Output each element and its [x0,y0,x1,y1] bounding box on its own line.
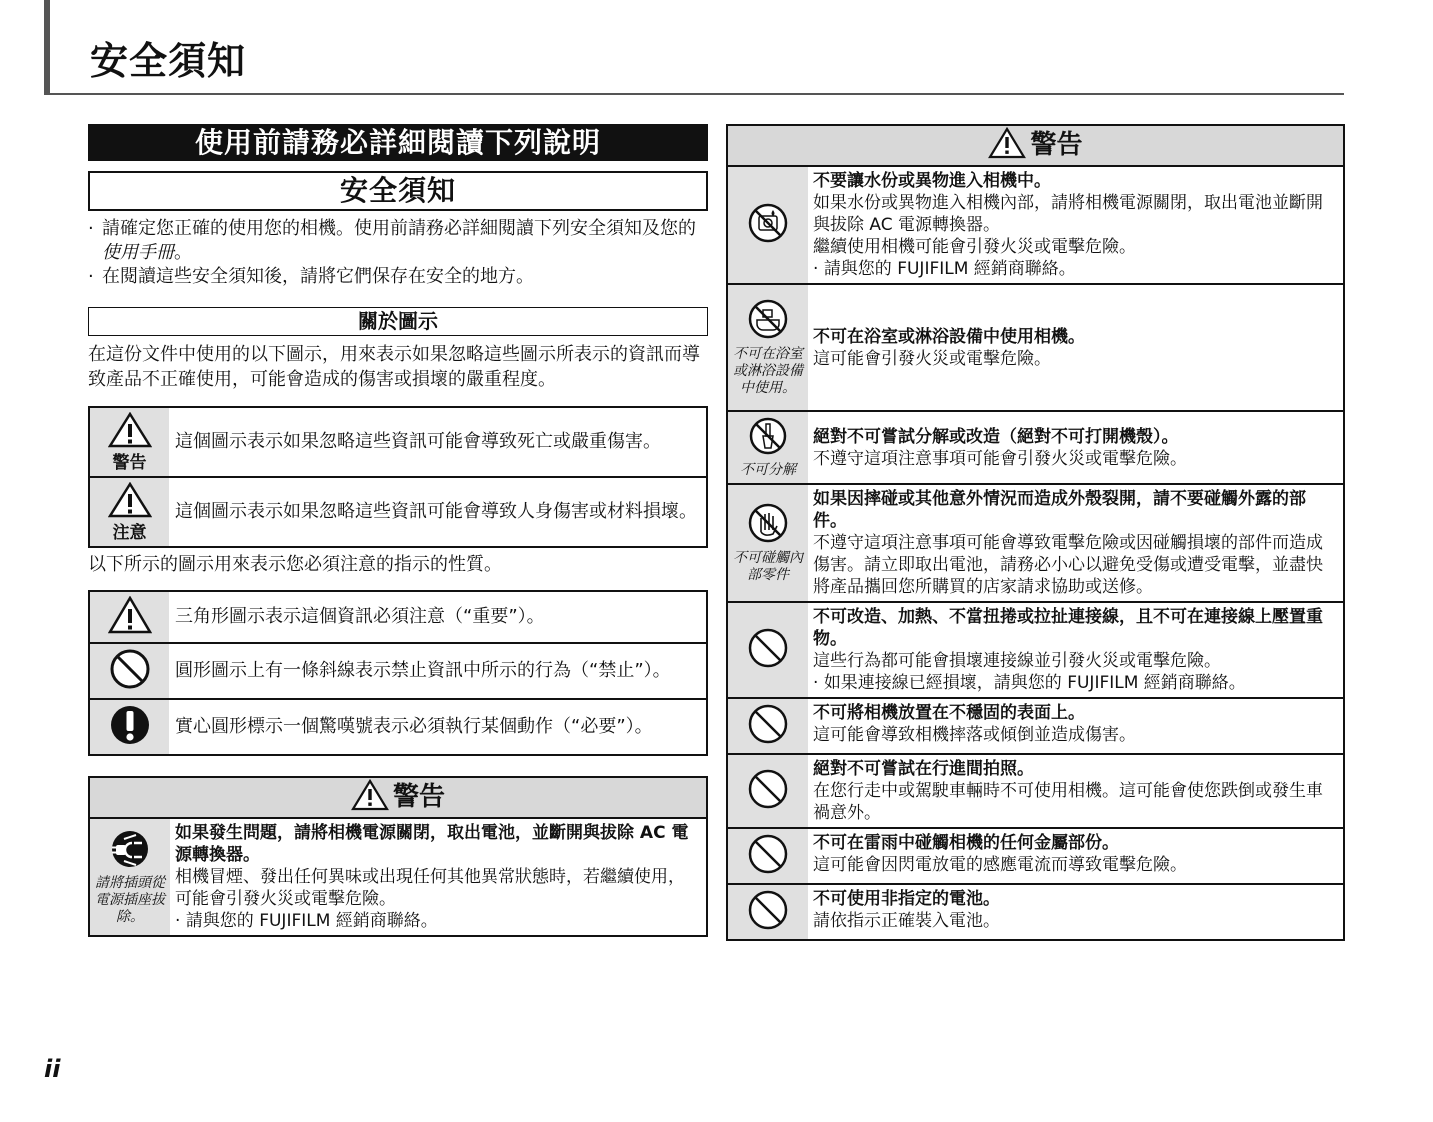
warning-bullet: · 請與您的 FUJIFILM 經銷商聯絡。 [813,258,1337,280]
no-bath-note: 不可在浴室或淋浴設備中使用。 [733,346,803,396]
prohibited-icon [747,833,789,875]
warning-row [728,484,1343,602]
important-description: 三角形圖示表示這個資訊必須注意（“重要”）。 [175,606,545,627]
table-row [89,477,707,547]
warning-body: 這可能會導致相機摔落或傾倒並造成傷害。 [813,725,1136,745]
intro-bullet: · 在閱讀這些安全須知後，請將它們保存在安全的地方。 [88,265,708,289]
warning-bullet: · 如果連接線已經損壞，請與您的 FUJIFILM 經銷商聯絡。 [813,672,1337,694]
warning-body: 如果水份或異物進入相機內部，請將相機電源關閉，取出電池並斷開與拔除 AC 電源轉換器。 [813,193,1323,235]
triangle-icon [108,596,152,634]
warning-body: 這可能會因閃電放電的感應電流而導致電擊危險。 [813,855,1187,875]
warning-header: 警告 [728,126,1343,167]
table-row [89,699,707,755]
warning-body: 不遵守這項注意事項可能會導致電擊危險或因碰觸損壞的部件而造成傷害。請立即取出電池，請務必小心以避免受傷或遭受電擊，並盡快將產品攜回您所購買的店家請求協助或送修。 [813,533,1323,597]
no-bath-icon [747,298,789,340]
warning-row [728,602,1343,698]
warning-row [728,284,1343,411]
no-touch-icon [747,502,789,544]
prohibited-icon [747,768,789,810]
warning-row [728,884,1343,939]
warning-text [808,602,1343,698]
warning-label: 警告 [112,453,147,473]
warning-title: 不可使用非指定的電池。 [813,889,1000,909]
intro-bullet: · 請確定您正確的使用您的相機。使用前請務必詳細閱讀下列安全須知及您的使用手冊。 [88,217,708,265]
page-title: 安全須知 [90,39,247,83]
caution-label: 注意 [112,523,147,543]
right-column [726,124,1345,941]
mandatory-icon [109,704,151,746]
warning-row [728,411,1343,484]
warning-text [808,484,1343,602]
safety-notes-box-title: 安全須知 [88,171,708,211]
symbols-intro: 以下所示的圖示用來表示您必須注意的指示的性質。 [88,554,502,575]
warning-body: 相機冒煙、發出任何異味或出現任何其他異常狀態時，若繼續使用，可能會引發火災或電擊危險。 [175,867,685,909]
warning-title: 不可在浴室或淋浴設備中使用相機。 [813,326,1085,347]
about-icons-title: 關於圖示 [88,307,708,336]
prohibited-description: 圓形圖示上有一條斜線表示禁止資訊中所示的行為（“禁止”）。 [169,643,707,699]
table-row [89,407,707,477]
warning-title: 如果因摔碰或其他意外情況而造成外殼裂開，請不要碰觸外露的部件。 [813,489,1306,531]
manual-reference: 使用手冊 [102,242,174,263]
warning-body: 繼續使用相機可能會引發火災或電擊危險。 [813,237,1136,257]
caution-description: 這個圖示表示如果忽略這些資訊可能會導致人身傷害或材料損壞。 [169,477,707,547]
mandatory-description: 實心圓形標示一個驚嘆號表示必須執行某個動作（“必要”）。 [169,699,707,755]
warning-row [728,698,1343,754]
icon-cell [89,407,169,477]
warning-row [728,754,1343,828]
title-rule [44,93,1344,95]
unplug-icon [110,829,150,869]
warning-text [170,819,706,935]
warning-title: 不可改造、加熱、不當扭捲或拉扯連接線，且不可在連接線上壓置重物。 [813,607,1323,649]
warning-text [808,284,1343,411]
page-edge-bar [44,0,50,95]
page-number: ii [44,1055,61,1083]
warning-title: 絕對不可嘗試在行進間拍照。 [813,759,1034,779]
warning-text [808,754,1343,828]
warning-triangle-icon [988,127,1026,159]
warning-body: 請依指示正確裝入電池。 [813,911,1000,931]
warning-body: 這些行為都可能會損壞連接線並引發火災或電擊危險。 [813,651,1221,671]
warning-description: 這個圖示表示如果忽略這些資訊可能會導致死亡或嚴重傷害。 [175,431,661,452]
warning-rows [90,819,706,935]
prohibited-icon [109,648,151,690]
no-water-icon [747,202,789,244]
table-row [89,643,707,699]
warning-title: 絕對不可嘗試分解或改造（絕對不可打開機殼）。 [813,426,1179,447]
warning-text [808,884,1343,939]
warning-triangle-icon [351,779,389,811]
warning-body: 不遵守這項注意事項可能會引發火災或電擊危險。 [813,448,1187,469]
warning-body: 在您行走中或駕駛車輛時不可使用相機。這可能會使您跌倒或發生車禍意外。 [813,781,1323,823]
read-before-use-banner: 使用前請務必詳細閱讀下列說明 [88,124,708,161]
warning-row [728,828,1343,884]
left-column [88,124,708,937]
warning-text [808,167,1343,284]
warning-rows [728,167,1343,939]
icon-cell [89,477,169,547]
caution-triangle-icon [108,482,152,518]
right-warning-box [726,124,1345,941]
warning-row [728,167,1343,284]
no-disassembly-note: 不可分解 [740,462,796,478]
warning-text [808,698,1343,754]
about-icons-text: 在這份文件中使用的以下圖示，用來表示如果忽略這些圖示所表示的資訊而導致產品不正確使用，可能會造成的傷害或損壞的嚴重程度。 [88,344,700,390]
no-touch-note: 不可碰觸內部零件 [733,550,803,583]
warning-text [808,411,1343,484]
severity-icon-table [88,406,708,548]
warning-text [808,828,1343,884]
warning-title: 如果發生問題，請將相機電源關閉，取出電池，並斷開與拔除 AC 電源轉換器。 [175,823,689,865]
warning-triangle-icon [108,412,152,448]
table-row [89,591,707,643]
warning-title: 不可在雷雨中碰觸相機的任何金屬部份。 [813,833,1119,853]
warning-bullet: · 請與您的 FUJIFILM 經銷商聯絡。 [175,910,700,932]
left-warning-box [88,776,708,937]
intro-bullet-list [88,217,708,289]
prohibited-icon [747,889,789,931]
warning-title: 不要讓水份或異物進入相機中。 [813,171,1051,191]
warning-title: 不可將相機放置在不穩固的表面上。 [813,703,1085,723]
no-disassembly-icon [748,416,788,456]
prohibited-icon [747,627,789,669]
warning-body: 這可能會引發火災或電擊危險。 [813,348,1051,369]
unplug-note: 請將插頭從電源插座拔除。 [95,874,165,925]
warning-header: 警告 [90,778,706,819]
warning-row [90,819,706,935]
instruction-icon-table [88,590,708,756]
prohibited-icon [747,703,789,745]
